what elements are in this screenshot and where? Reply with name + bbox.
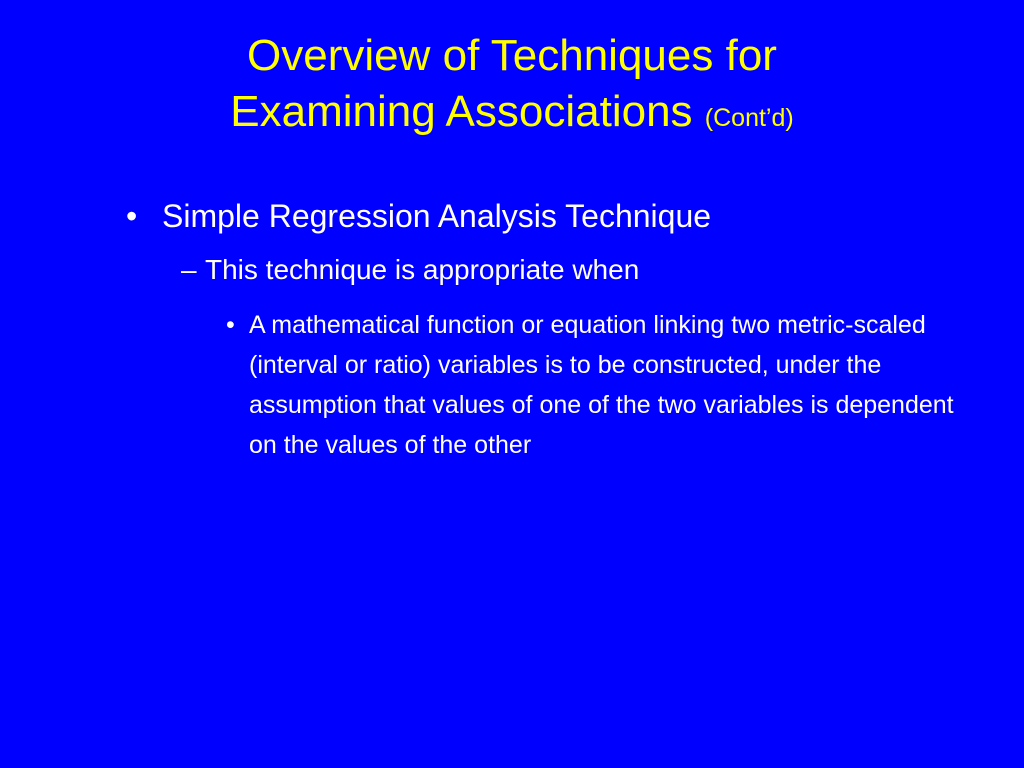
bullet-text: Simple Regression Analysis Technique — [162, 198, 712, 234]
bullet-level-1 — [126, 194, 711, 238]
dash-marker: – — [181, 254, 197, 285]
bullet-marker: • — [126, 198, 138, 234]
bullet-level-2 — [181, 250, 639, 290]
small-bullet-marker: • — [226, 311, 235, 339]
title-line-1: Overview of Techniques for — [247, 31, 777, 80]
title-main-text: Examining Associations — [230, 87, 693, 136]
bullet-level-3 — [226, 305, 986, 465]
title-line-2 — [100, 84, 924, 146]
sub-sub-bullet-text: A mathematical function or equation linking two metric-scaled (interval or ratio) variables is to be constructed, under the assumption that values of one of the two variables is dependent on the values of the other — [249, 311, 954, 459]
title-suffix: (Cont’d) — [704, 104, 794, 132]
sub-bullet-text: This technique is appropriate when — [205, 254, 640, 285]
slide-title — [100, 28, 924, 146]
